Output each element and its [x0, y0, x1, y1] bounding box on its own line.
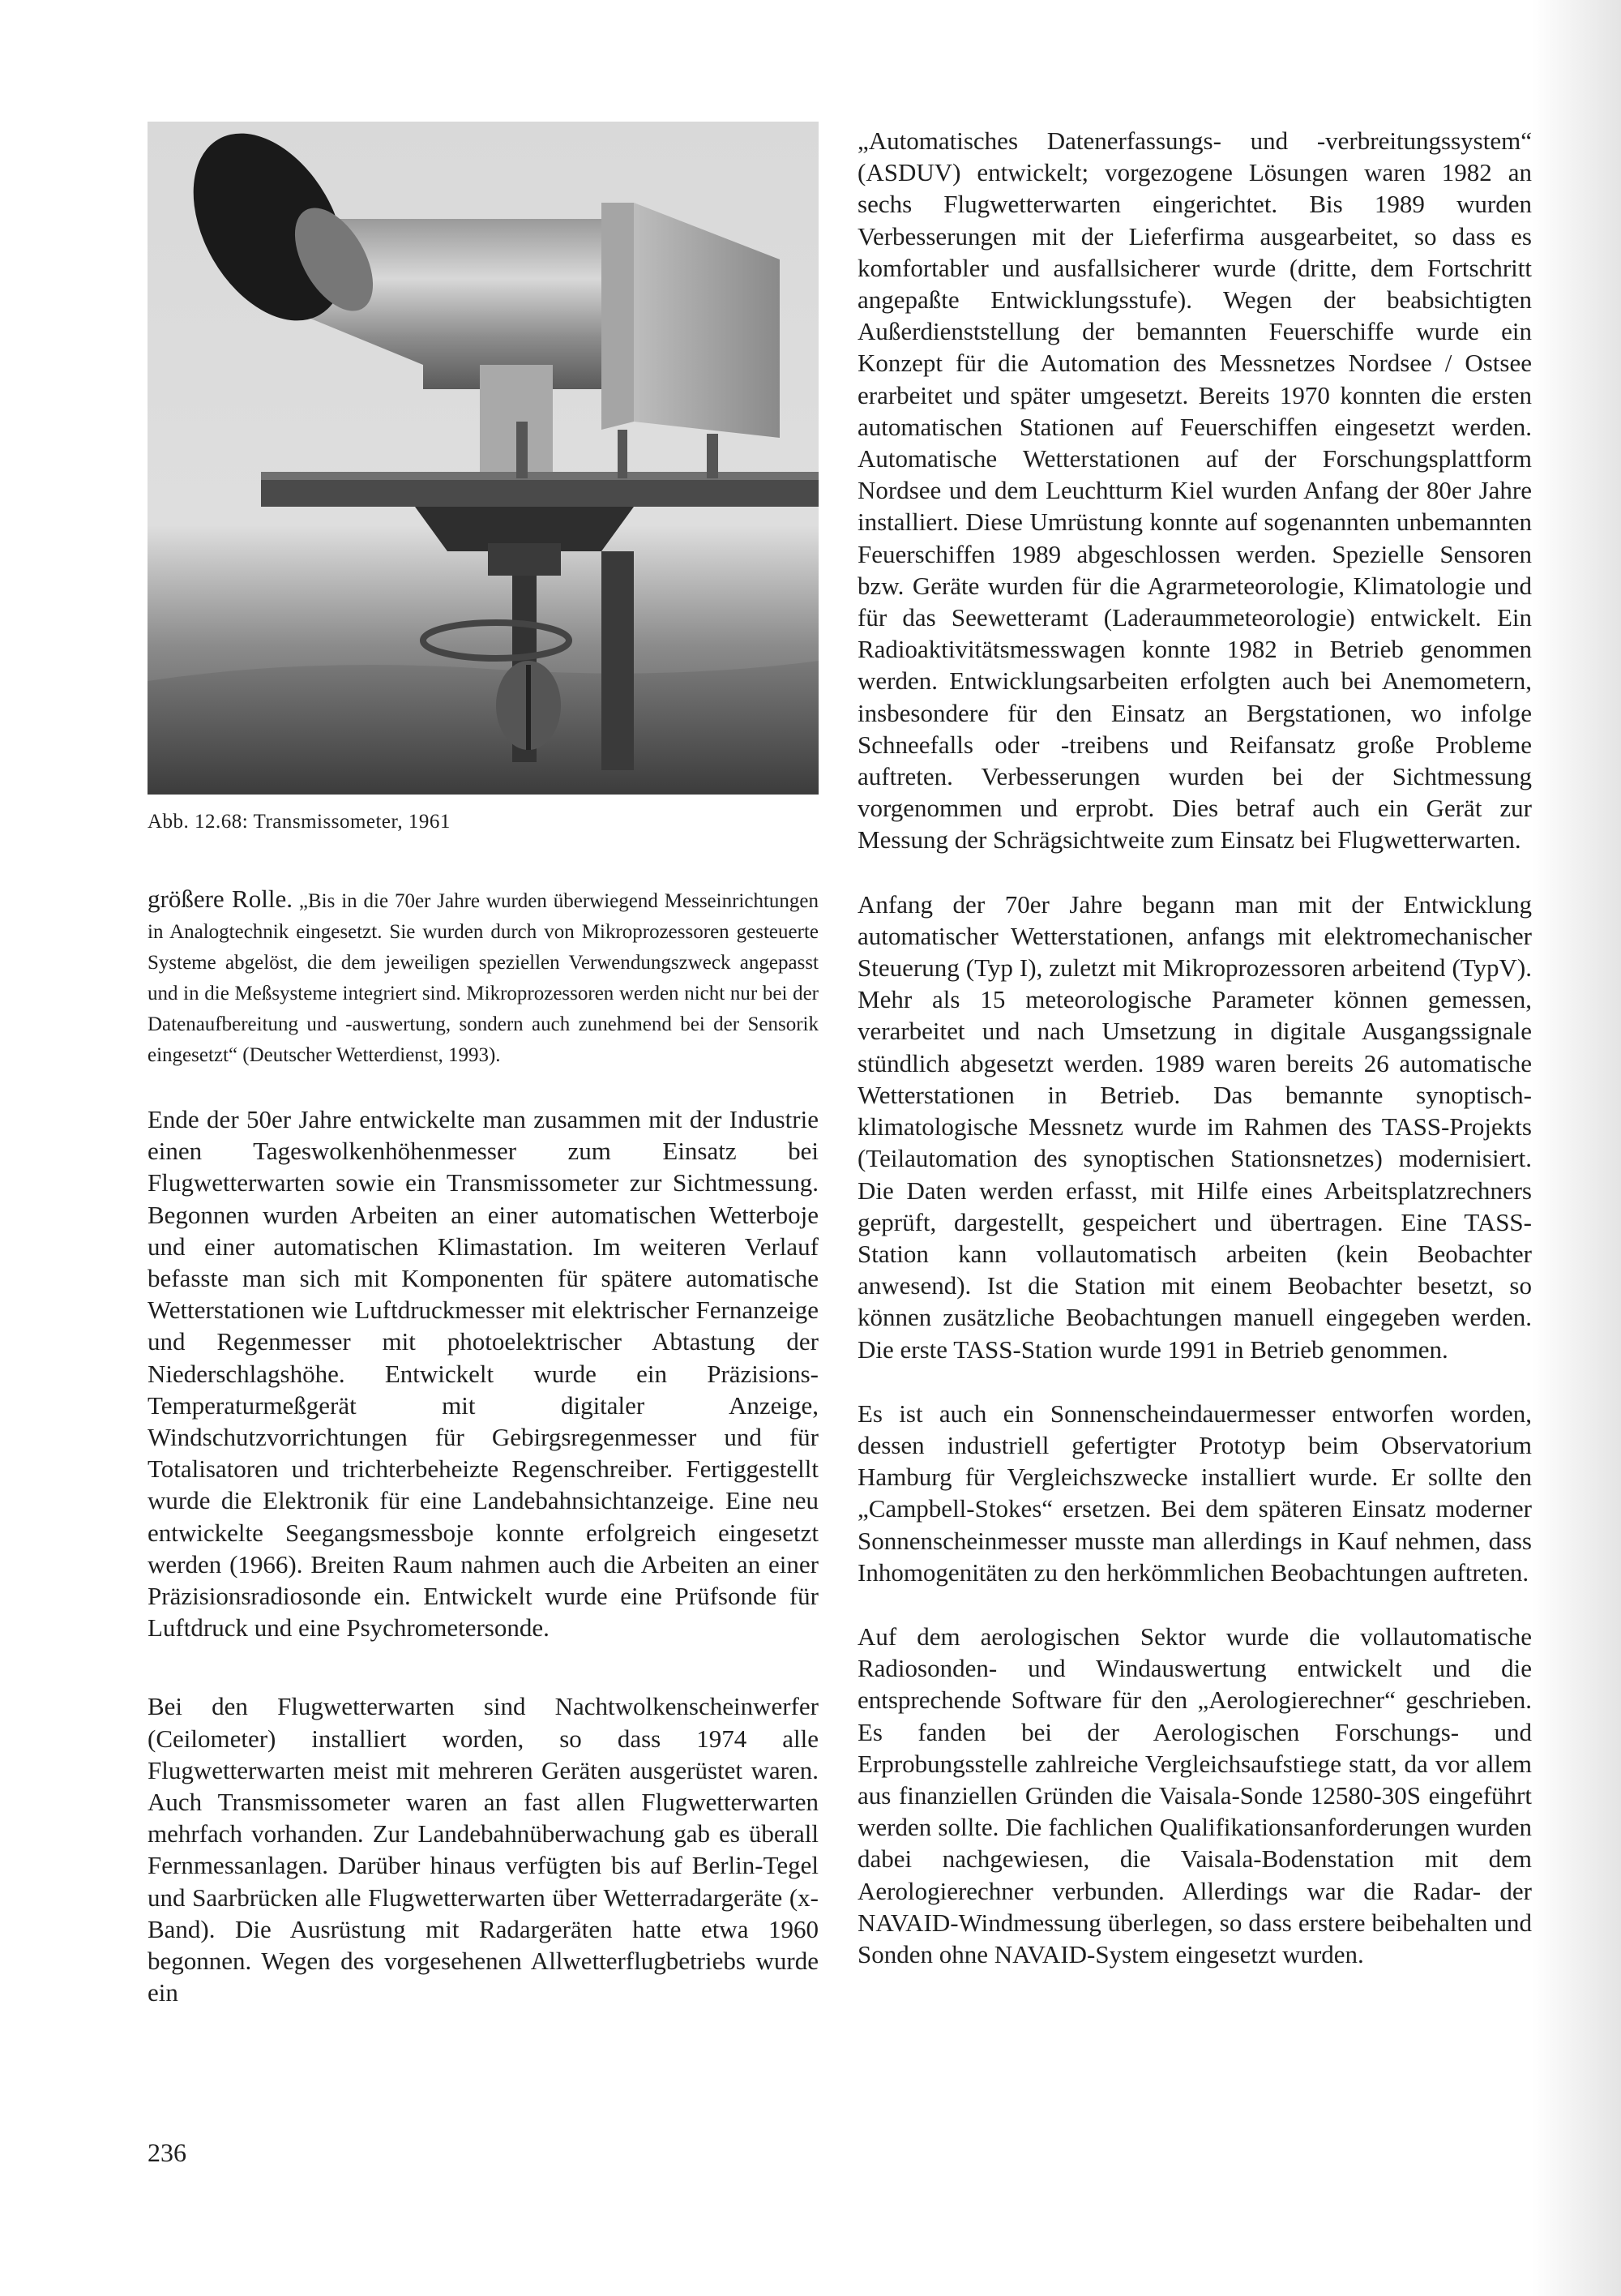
- right-paragraph-4: Auf dem aerologischen Sektor wurde die vollautomatische Radiosonden- und Windauswertung entwickelt und die entsprechende Software für den „Aerologierechner“ geschrieben. Es fanden bei der Aerologischen Forschungs- und Erprobungsstelle zahlreiche Vergleichsaufstiege statt, da vor allem aus finanziellen Gründen die Vaisala-Sonde 12580-30S eingeführt werden sollte. Die fachlichen Qualifikationsanforderungen wurden dabei nachgewiesen, die Vaisala-Bodenstation mit dem Aerologierechner verbunden. Allerdings war die Radar- der NAVAID-Windmessung überlegen, so dass erstere beibehalten und Sonden ohne NAVAID-System eingesetzt wurden.: [858, 1621, 1532, 1968]
- right-paragraph-1: „Automatisches Datenerfassungs- und -verbreitungssystem“ (ASDUV) entwickelt; vorgezogene Lösungen waren 1982 an sechs Flugwetterwarten eingerichtet. Bis 1989 wurden Verbesserungen mit der Lieferfirma ausgearbeitet, so dass es komfortabler und ausfallsicherer wurde (dritte, dem Fortschritt angepaßte Entwicklungsstufe). Wegen der beabsichtigten Außerdienststellung der bemannten Feuerschiffe wurde ein Konzept für die Automation des Messnetzes Nordsee / Ostsee erarbeitet und später umgesetzt. Bereits 1970 konnten die ersten automatischen Stationen auf Feuerschiffen eingesetzt werden. Automatische Wetterstationen auf der Forschungsplattform Nordsee und dem Leuchtturm Kiel wurden Anfang der 80er Jahre installiert. Diese Umrüstung konnte auf sogenannten unbemannten Feuerschiffen 1989 abgeschlossen werden. Spezielle Sensoren bzw. Geräte wurden für die Agrarmeteorologie, Klimatologie und für das Seewetteramt (Laderaummeteorologie) entwickelt. Ein Radioaktivitätsmesswagen konnte 1982 in Betrieb genommen werden. Entwicklungsarbeiten erfolgten auch bei Anemometern, insbesondere für den Einsatz an Bergstationen, wo infolge Schneefalls oder -treibens und Reifansatz große Probleme auftreten. Verbesserungen wurden bei der Sichtmessung vorgenommen und erprobt. Dies betraf auch ein Gerät zur Messung der Schrägsichtweite zum Einsatz bei Flugwetterwarten.: [858, 126, 1532, 855]
- figure-caption: Abb. 12.68: Transmissometer, 1961: [148, 811, 451, 833]
- left-paragraph-1: Ende der 50er Jahre entwickelte man zusammen mit der Industrie einen Tageswolkenhöhenmesser zum Einsatz bei Flugwetterwarten sowie ein Transmissometer zur Sichtmessung. Begonnen wurden Arbeiten an einer automatischen Wetterboje und einer automatischen Klimastation. Im weiteren Verlauf befasste man sich mit Komponenten für spätere automatische Wetterstationen wie Luftdruckmesser mit elektrischer Fernanzeige und Regenmesser mit photoelektrischer Abtastung der Niederschlagshöhe. Entwickelt wurde ein Präzisions-Temperaturmeßgerät mit digitaler Anzeige, Windschutzvorrichtungen für Gebirgsregenmesser und für Totalisatoren und trichterbeheizte Regenschreiber. Fertiggestellt wurde die Elektronik für eine Landebahnsichtanzeige. Eine neu entwickelte Seegangsmessboje konnte erfolgreich eingesetzt werden (1966). Breiten Raum nahmen auch die Arbeiten an einer Präzisionsradiosonde ein. Entwickelt wurde eine Prüfsonde für Luftdruck und eine Psychrometersonde.: [148, 1105, 819, 1643]
- intro-lead: größere Rolle.: [148, 885, 293, 913]
- intro-quote: „Bis in die 70er Jahre wurden überwiegend Messeinrichtungen in Analogtechnik eingesetzt. Sie wurden durch von Mikroprozessoren gesteuerte Systeme abgelöst, die dem jeweiligen speziellen Verwendungszweck angepasst und in die Meßsysteme integriert sind. Mikroprozessoren werden nicht nur bei der Datenaufbereitung und -auswertung, sondern auch zunehmend bei der Sensorik eingesetzt“ (Deutscher Wetterdienst, 1993).: [148, 890, 819, 1066]
- left-column: [148, 122, 819, 2008]
- intro-quote-block: [148, 884, 819, 1071]
- right-paragraph-2: Anfang der 70er Jahre begann man mit der Entwicklung automatischer Wetterstationen, anfangs mit elektromechanischer Steuerung (Typ I), zuletzt mit Mikroprozessoren arbeitend (TypV). Mehr als 15 meteorologische Parameter können gemessen, verarbeitet und nach Umsetzung in digitale Ausgangssignale stündlich abgesetzt werden. 1989 waren bereits 26 automatische Wetterstationen in Betrieb. Das bemannte synoptisch-klimatologische Messnetz wurde im Rahmen des TASS-Projekts (Teilautomation des synoptischen Stationsnetzes) modernisiert. Die Daten werden erfasst, mit Hilfe eines Arbeitsplatzrechners geprüft, dargestellt, gespeichert und übertragen. Eine TASS-Station kann vollautomatisch arbeiten (kein Beobachter anwesend). Ist die Station mit einem Beobachter besetzt, so können zusätzliche Beobachtungen manuell eingegeben werden. Die erste TASS-Station wurde 1991 in Betrieb genommen.: [858, 889, 1532, 1364]
- page-number: 236: [148, 2138, 186, 2167]
- page-edge-shadow: [1532, 0, 1621, 2296]
- transmissometer-photo-icon: [148, 122, 819, 795]
- right-paragraph-3: Es ist auch ein Sonnenscheindauermesser entworfen worden, dessen industriell gefertigter Prototyp beim Observatorium Hamburg für Vergleichszwecke installiert wurde. Er sollte den „Campbell-Stokes“ ersetzen. Bei dem späteren Einsatz moderner Sonnenscheinmesser musste man allerdings in Kauf nehmen, dass Inhomogenitäten zu den herkömmlichen Beobachtungen auftreten.: [858, 1399, 1532, 1587]
- transmissometer-illustration: [148, 122, 819, 795]
- right-column: [858, 125, 1532, 1970]
- left-paragraph-2: Bei den Flugwetterwarten sind Nachtwolkenscheinwerfer (Ceilometer) installiert worden, so dass 1974 alle Flugwetterwarten meist mit mehreren Geräten ausgerüstet waren. Auch Transmissometer waren an fast allen Flugwetterwarten mehrfach vorhanden. Zur Landebahnüberwachung gab es überall Fernmessanlagen. Darüber hinaus verfügten bis auf Berlin-Tegel und Saarbrücken alle Flugwetterwarten über Wetterradargeräte (x-Band). Die Ausrüstung mit Radargeräten hatte etwa 1960 begonnen. Wegen des vorgesehenen Allwetterflugbetriebs wurde ein: [148, 1692, 819, 2007]
